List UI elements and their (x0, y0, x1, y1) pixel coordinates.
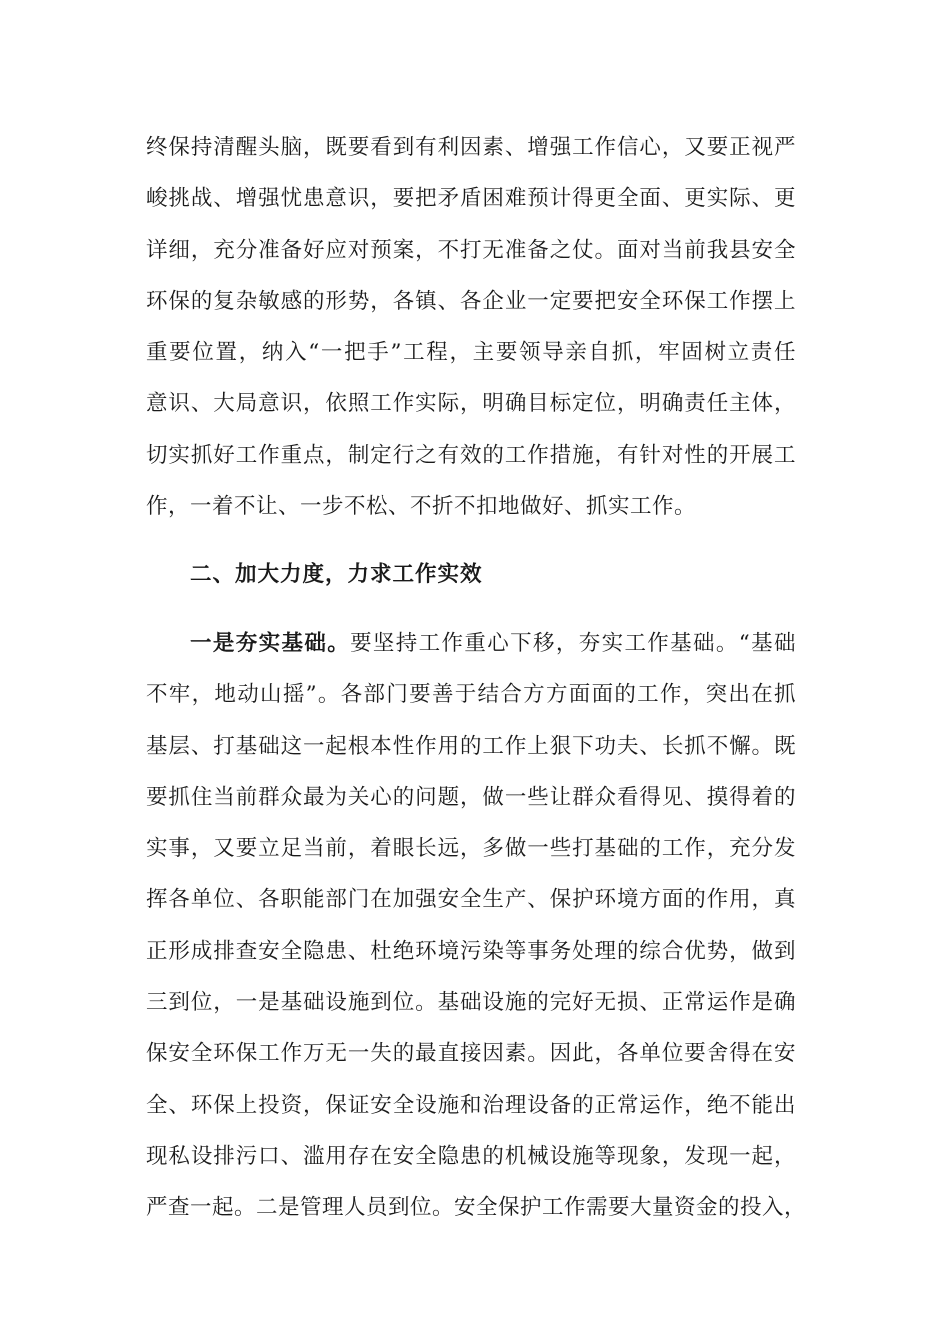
paragraph-continued (146, 122, 796, 532)
paragraph-line: 详细，充分准备好应对预案，不打无准备之仗。面对当前我县安全 (146, 237, 796, 263)
paragraph-line: 不牢，地动山摇”。各部门要善于结合方方面面的工作，突出在抓 (146, 682, 796, 708)
paragraph-line: 正形成排查安全隐患、杜绝环境污染等事务处理的综合优势，做到 (146, 938, 796, 964)
paragraph-line: 环保的复杂敏感的形势，各镇、各企业一定要把安全环保工作摆上 (146, 288, 796, 314)
paragraph-line: 实事，又要立足当前，着眼长远，多做一些打基础的工作，充分发 (146, 836, 796, 862)
paragraph-line: 基层、打基础这一起根本性作用的工作上狠下功夫、长抓不懈。既 (146, 733, 796, 759)
paragraph-line: 挥各单位、各职能部门在加强安全生产、保护环境方面的作用，真 (146, 887, 796, 913)
paragraph-line: 全、环保上投资，保证安全设施和治理设备的正常运作，绝不能出 (146, 1092, 796, 1118)
paragraph-line: 严查一起。二是管理人员到位。安全保护工作需要大量资金的投入， (146, 1195, 807, 1221)
paragraph-line: 重要位置，纳入“一把手”工程，主要领导亲自抓，牢固树立责任 (146, 340, 796, 366)
paragraph-line: 现私设排污口、滥用存在安全隐患的机械设施等现象，发现一起， (146, 1143, 796, 1169)
paragraph-line: 作，一着不让、一步不松、不折不扣地做好、抓实工作。 (146, 494, 697, 520)
paragraph-first-line (146, 618, 796, 669)
paragraph-foundation (146, 618, 807, 1234)
paragraph-lead: 一是夯实基础。 (190, 631, 351, 656)
paragraph-first-line-rest: 要坚持工作重心下移，夯实工作基础。“基础 (350, 631, 796, 656)
paragraph-line: 保安全环保工作万无一失的最直接因素。因此，各单位要舍得在安 (146, 1041, 796, 1067)
section-heading: 二、加大力度，力求工作实效 (190, 562, 483, 587)
paragraph-line: 三到位，一是基础设施到位。基础设施的完好无损、正常运作是确 (146, 990, 796, 1016)
paragraph-line: 切实抓好工作重点，制定行之有效的工作措施，有针对性的开展工 (146, 442, 796, 468)
paragraph-line: 峻挑战、增强忧患意识，要把矛盾困难预计得更全面、更实际、更 (146, 186, 796, 212)
paragraph-line: 要抓住当前群众最为关心的问题，做一些让群众看得见、摸得着的 (146, 784, 796, 810)
paragraph-line: 意识、大局意识，依照工作实际，明确目标定位，明确责任主体， (146, 391, 796, 417)
paragraph-line: 终保持清醒头脑，既要看到有利因素、增强工作信心，又要正视严 (146, 135, 796, 160)
